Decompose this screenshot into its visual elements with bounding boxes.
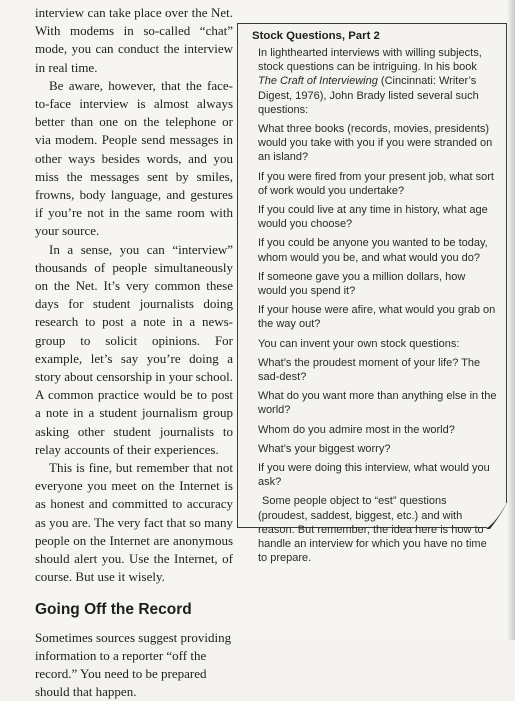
paragraph-4: This is fine, but remember that not everyone you meet on the Internet is as honest and committed to accuracy as you are. The very fact that so many people on the Internet are anonymous should alert you. Use the Internet, of course. But use it wisely.: [35, 459, 233, 586]
sidebar-intro-text: In lighthearted interviews with willing subjects, stock questions can be intriguing. In his book: [258, 47, 482, 73]
question-item: If you were fired from your present job, what sort of work would you undertake?: [258, 170, 497, 198]
question-item: If you were doing this interview, what would you ask?: [258, 461, 497, 489]
question-item: If you could live at any time in history, what age would you choose?: [258, 203, 497, 231]
question-item: What do you want more than anything else in the world?: [258, 389, 497, 417]
sidebar-intro-citation: (Cincinnati: Writer’s Digest, 1976), John Brady listed several such questions:: [258, 75, 479, 115]
question-item: If someone gave you a million dollars, how would you spend it?: [258, 270, 497, 298]
sidebar-intro-2: You can invent your own stock questions:: [258, 337, 497, 351]
paragraph-2: Be aware, however, that the face-to-face interview is almost always better than one on the telephone or via modem. People send messages in other ways besides words, and you miss the messages sent by smiles, frowns, body language, and gestures if you’re not in the same room with your source.: [35, 77, 233, 241]
sidebar-intro: [258, 46, 497, 117]
page-edge-shadow: [507, 0, 515, 640]
sidebar-title: Stock Questions, Part 2: [252, 30, 497, 42]
paragraph-5: Sometimes sources suggest providing information to a reporter “off the record.” You need to be prepared should that happen.: [35, 629, 233, 701]
question-item: If you could be anyone you wanted to be today, whom would you be, and what would you do?: [258, 236, 497, 264]
question-item: What’s the proudest moment of your life? The sad-dest?: [258, 356, 497, 384]
sidebar-outro: Some people object to “est” questions (proudest, saddest, biggest, etc.) and with reason. But remember, the idea here is how to handle an interview for which you have no time to prepare.: [258, 494, 497, 565]
page-curl-icon: [486, 501, 508, 529]
sidebar-box: [237, 23, 507, 528]
question-item: Whom do you admire most in the world?: [258, 423, 497, 437]
question-item: What’s your biggest worry?: [258, 442, 497, 456]
paragraph-3: In a sense, you can “interview” thousands of people simultaneously on the Net. It’s very common these days for student journalists doing research to post a note in a news-group to solicit opinions. For example, let’s say you’re doing a story about censorship in your school. A common practice would be to post a note in a student journalism group asking other student journalists to relay accounts of their experiences.: [35, 241, 233, 459]
left-column: [35, 4, 233, 701]
section-heading: Going Off the Record: [35, 601, 233, 619]
question-item: If your house were afire, what would you grab on the way out?: [258, 303, 497, 331]
sidebar-book-title: The Craft of Interviewing: [258, 75, 378, 87]
paragraph-1: interview can take place over the Net. With modems in so-called “chat” mode, you can conduct the interview in real time.: [35, 4, 233, 77]
question-item: What three books (records, movies, presidents) would you take with you if you were stranded on an island?: [258, 122, 497, 165]
